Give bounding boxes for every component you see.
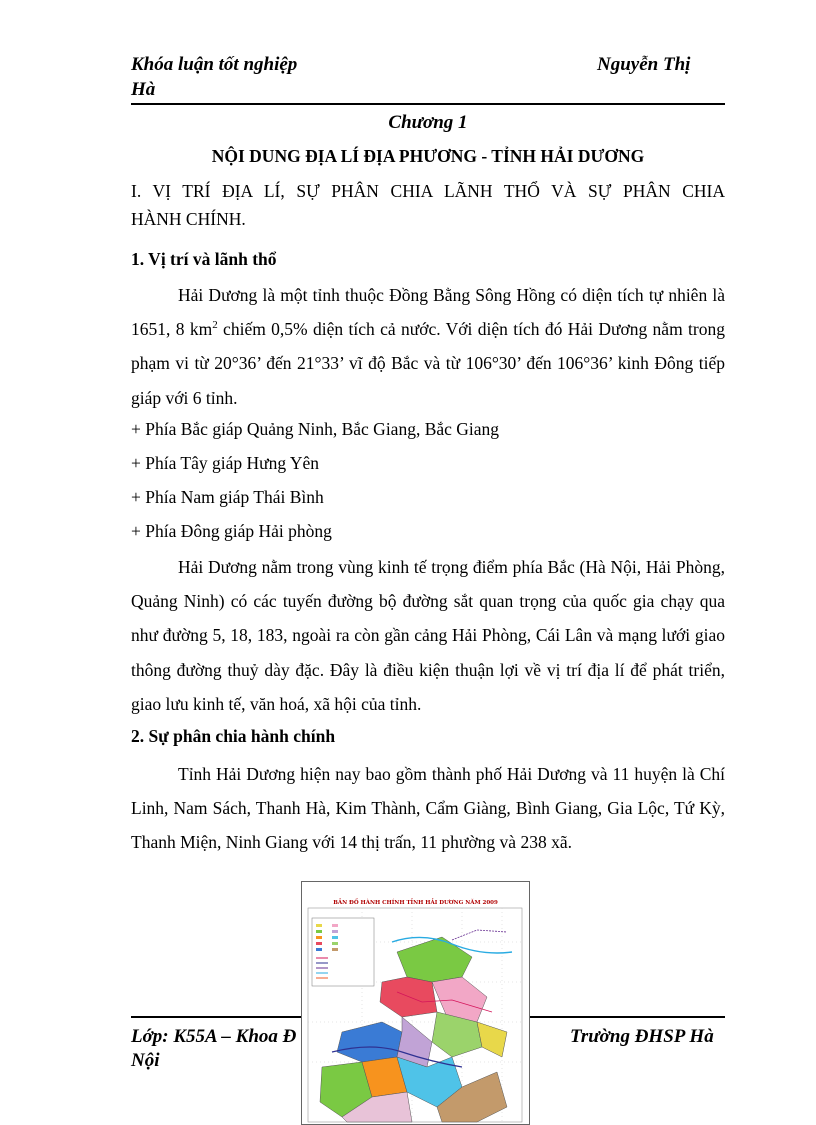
superscript-2: 2 — [212, 319, 218, 332]
chapter-title: NỘI DUNG ĐỊA LÍ ĐỊA PHƯƠNG - TỈNH HẢI DƯƠNG — [211, 146, 645, 166]
border-north: + Phía Bắc giáp Quảng Ninh, Bắc Giang, Bắc Giang — [131, 419, 500, 439]
sub2-paragraph-1: Tỉnh Hải Dương hiện nay bao gồm thành phố Hải Dương và 11 huyện là Chí Linh, Nam Sách, Thanh Hà, Kim Thành, Cẩm Giàng, Bình Giang, Gia Lộc, Tứ Kỳ, Thanh Miện, Ninh Giang với 14 thị trấn, 11 phường và 238 xã. — [131, 764, 725, 853]
sub1-paragraph-2: Hải Dương nằm trong vùng kinh tế trọng điểm phía Bắc (Hà Nội, Hải Phòng, Quảng Ninh) có các tuyến đường bộ đường sắt quan trọng của quốc gia chạy qua như đường 5, 18, 183, ngoài ra còn gần cảng Hải Phòng, Cái Lân và mạng lưới giao thông đường thuỷ dày đặc. Đây là điều kiện thuận lợi về vị trí địa lí để phát triển, giao lưu kinh tế, văn hoá, xã hội của tỉnh. — [131, 557, 725, 714]
footer-line2: Nội — [131, 1050, 160, 1071]
border-south: + Phía Nam giáp Thái Bình — [131, 487, 324, 507]
chapter-label: Chương 1 — [388, 112, 468, 133]
header-right: Nguyễn Thị — [597, 54, 691, 75]
administrative-map — [301, 881, 530, 1125]
section-heading-line1: I. VỊ TRÍ ĐỊA LÍ, SỰ PHÂN CHIA LÃNH THỔ VÀ SỰ PHÂN CHIA — [131, 181, 725, 201]
border-east: + Phía Đông giáp Hải phòng — [131, 521, 332, 541]
map-drawing — [302, 882, 529, 1124]
sub1-paragraph-1 — [131, 278, 725, 415]
header-line2: Hà — [131, 79, 156, 100]
sub2-heading: 2. Sự phân chia hành chính — [131, 726, 336, 746]
sub1-heading: 1. Vị trí và lãnh thổ — [131, 249, 277, 269]
footer-right: Trường ĐHSP Hà — [570, 1026, 714, 1047]
header-left: Khóa luận tốt nghiệp — [131, 54, 298, 75]
map-title: BẢN ĐỒ HÀNH CHÍNH TỈNH HẢI DƯƠNG NĂM 2009 — [333, 900, 498, 906]
map-legend — [312, 918, 374, 986]
sub1-p1-text-a: Hải Dương là một tỉnh thuộc Đồng Bằng Sông Hồng có diện tích tự nhiên là 1651, 8 km — [131, 285, 725, 340]
border-west: + Phía Tây giáp Hưng Yên — [131, 453, 320, 473]
header-rule — [131, 103, 725, 105]
section-heading-line2: HÀNH CHÍNH. — [131, 209, 246, 229]
sub1-p1-text-b: chiếm 0,5% diện tích cả nước. Với diện tích đó Hải Dương nằm trong phạm vi từ 20°36’ đến 21°33’ vĩ độ Bắc và từ 106°30’ đến 106°36’ kinh Đông tiếp giáp với 6 tỉnh. — [131, 319, 725, 408]
footer-left: Lớp: K55A – Khoa Đ — [131, 1026, 297, 1047]
